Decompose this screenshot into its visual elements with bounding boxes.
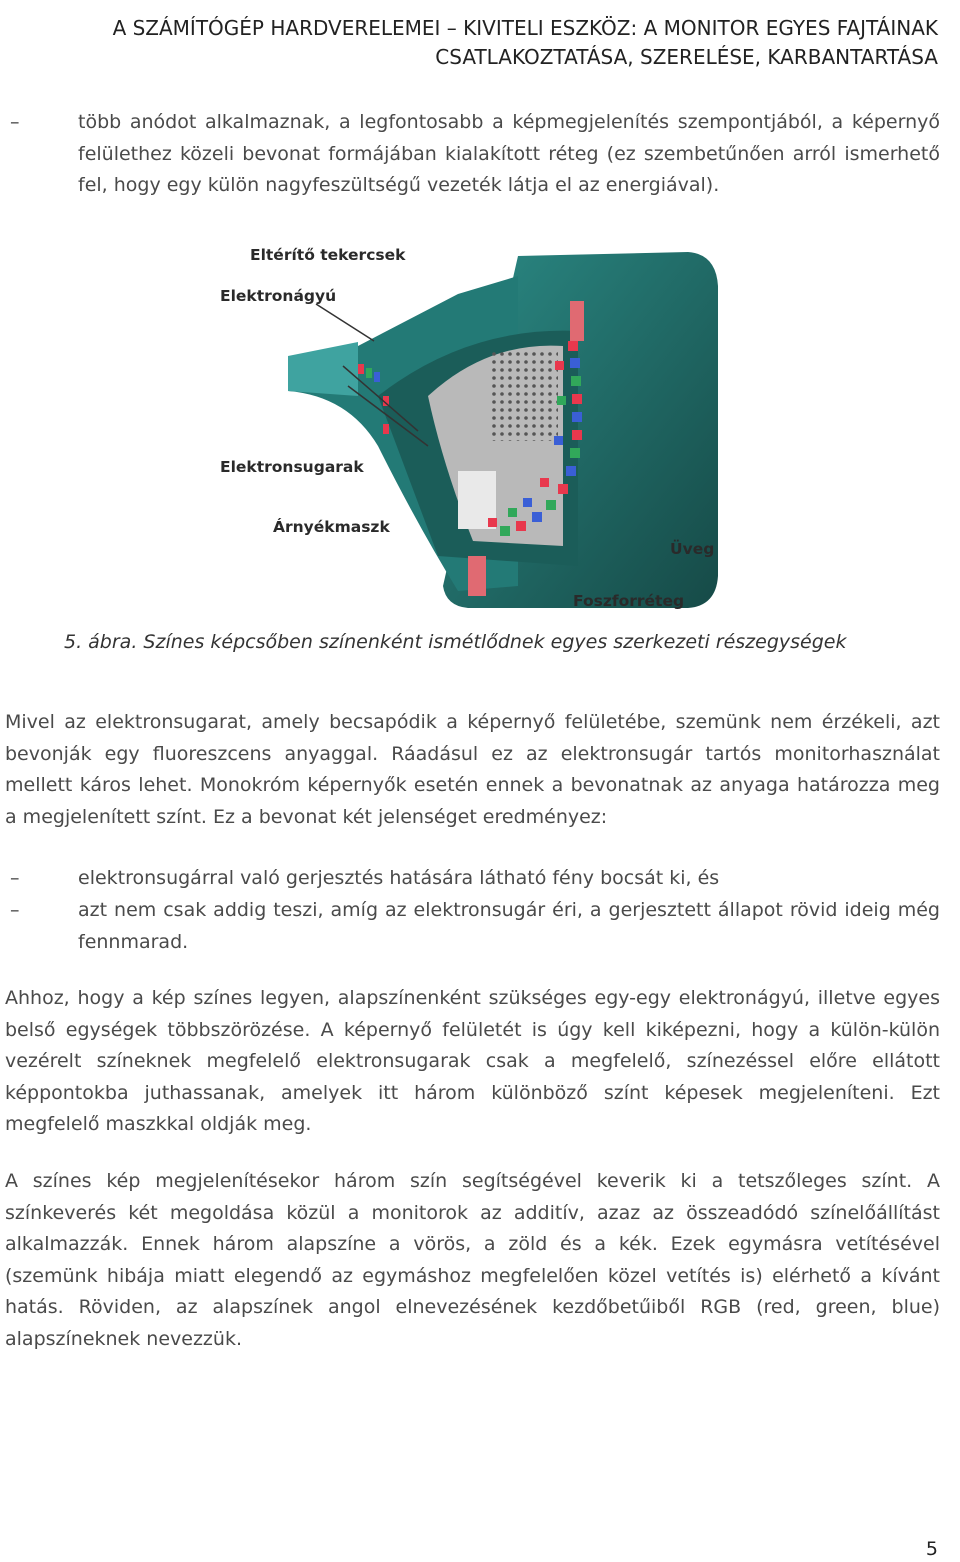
mask-holes [488,351,558,441]
label-electron-gun: Elektronágyú [220,287,337,305]
crt-diagram [218,246,725,612]
dash-marker: – [10,867,20,889]
coil-marker [570,301,584,341]
label-phosphor-layer: Foszforréteg [573,592,685,610]
paragraph: Mivel az elektronsugarat, amely becsapódik a képernyő felületébe, szemünk nem érzékeli, azt bevonják egy fluoreszcens anyaggal. Ráadásul ez az elektronsugár tartós monitorhasználat mellett káros lehet. Monokróm képernyők esetén ennek a bevonatnak az anyaga határozza meg a megjelenített színt. Ez a bevonat két jelenséget eredményez: [5,711,940,828]
paragraph: A színes kép megjelenítésekor három szín segítségével keverik ki a tetszőleges színt. A színkeverés két megoldása közül a monitorok az additív, azaz az összeadódó színelőállítást alkalmazzák. Ennek három alapszíne a vörös, a zöld és a kék. Ezek egymásra vetítésével (szemünk hibája miatt elegendő az egymáshoz megfelelően közel vetítés is) elérhető a kívánt hatás. Röviden, az alapszínek angol elnevezésének kezdőbetűiből RGB (red, green, blue) alapszíneknek nevezzük. [5,1170,940,1350]
label-deflection-coils: Eltérítő tekercsek [250,246,406,264]
list-item [5,107,940,202]
running-header [113,14,938,72]
glass-marker [468,556,486,596]
gun-green [366,368,372,378]
list-item-text: azt nem csak addig teszi, amíg az elektronsugár éri, a gerjesztett állapot rövid ideig még fennmarad. [78,899,940,953]
label-electron-beams: Elektronsugarak [220,458,364,476]
list-item [5,895,940,958]
list-item-text: elektronsugárral való gerjesztés hatására látható fény bocsát ki, és [78,867,720,889]
header-line-2: CSATLAKOZTATÁSA, SZERELÉSE, KARBANTARTÁSA [435,45,938,69]
crt-cutaway-illustration [218,246,725,612]
label-glass: Üveg [670,540,715,558]
dash-marker: – [10,899,20,921]
figure-caption: 5. ábra. Színes képcsőben színenként ismétlődnek egyes szerkezeti részegységek [64,631,847,653]
header-line-1: A SZÁMÍTÓGÉP HARDVERELEMEI – KIVITELI ESZKÖZ: A MONITOR EGYES FAJTÁINAK [112,16,938,40]
gun-red [358,364,364,374]
coil-dot [383,424,389,434]
label-shadow-mask: Árnyékmaszk [273,518,390,536]
page-number: 5 [925,1538,938,1560]
paragraph: Ahhoz, hogy a kép színes legyen, alapszínenként szükséges egy-egy elektronágyú, illetve egyes belső egységek többszörözése. A képernyő felületét is úgy kell kiképezni, hogy a külön-külön vezérelt színeknek megfelelő elektronsugarak csak a megfelelő, színezéssel előre ellátott képpontokba juthassanak, amelyek itt három különböző színt képesek megjeleníteni. Ezt megfelelő maszkkal oldják meg. [5,987,940,1135]
list-item [5,863,940,895]
gun-blue [374,372,380,382]
list-item-text: több anódot alkalmaznak, a legfontosabb a képmegjelenítés szempontjából, a képernyő felülethez közeli bevonat formájában kialakított réteg (ez szembetűnően arról ismerhető fel, hogy egy külön nagyfeszültségű vezeték látja el az energiával). [78,111,940,196]
dash-marker: – [10,111,20,133]
